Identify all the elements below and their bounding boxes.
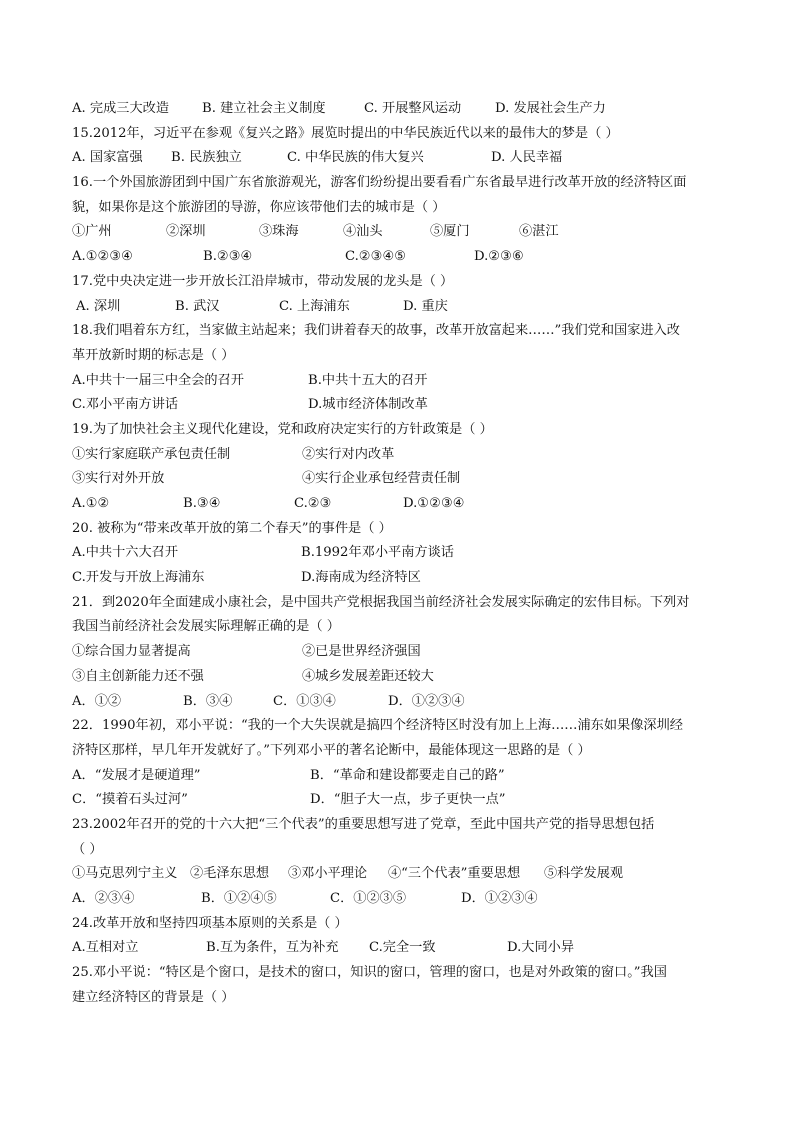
question-text-line: 20. 被称为“带来改革开放的第二个春天”的事件是（ ） bbox=[72, 520, 392, 536]
answer-option: ②已是世界经济强国 bbox=[302, 644, 421, 660]
answer-option: ③邓小平理论 bbox=[288, 866, 368, 882]
answer-option: ④实行企业承包经营责任制 bbox=[302, 471, 461, 487]
question-text-line: 我国当前经济社会发展实际理解正确的是（ ） bbox=[72, 619, 340, 635]
answer-option: B．③④ bbox=[183, 693, 233, 709]
options-row bbox=[72, 788, 732, 813]
answer-option: D. 发展社会生产力 bbox=[495, 101, 606, 116]
answer-option: ②实行对内改革 bbox=[302, 446, 395, 462]
options-row bbox=[72, 146, 732, 171]
question-text-line: 23.2002年召开的党的十六大把“三个代表”的重要思想写进了党章，至此中国共产党的指导思想包括 bbox=[72, 816, 655, 832]
answer-option: ②深圳 bbox=[166, 224, 206, 240]
answer-option: A.①②③④ bbox=[72, 249, 134, 265]
options-row bbox=[72, 393, 732, 418]
options-row bbox=[72, 690, 732, 715]
options-row bbox=[72, 467, 732, 492]
answer-option: D.城市经济体制改革 bbox=[308, 397, 428, 413]
answer-option: A.中共十一届三中全会的召开 bbox=[72, 372, 244, 388]
options-row bbox=[72, 665, 732, 690]
options-row bbox=[72, 936, 732, 961]
answer-option: ①广州 bbox=[72, 224, 112, 240]
answer-option: A.中共十六大召开 bbox=[72, 545, 179, 561]
answer-option: A．①② bbox=[72, 693, 122, 709]
options-row bbox=[72, 97, 732, 122]
question-text-line: 21．到2020年全面建成小康社会，是中国共产党根据我国当前经济社会发展实际确定的宏伟目标。下列对 bbox=[72, 594, 690, 610]
answer-option: B. 武汉 bbox=[175, 298, 220, 314]
answer-option: ④“三个代表”重要思想 bbox=[388, 866, 521, 882]
answer-option: B．①②④⑤ bbox=[201, 891, 277, 906]
answer-option: B. 建立社会主义制度 bbox=[202, 101, 326, 116]
answer-option: B.1992年邓小平南方谈话 bbox=[301, 545, 454, 561]
answer-option: A.①② bbox=[72, 496, 110, 511]
answer-option: B.互为条件，互为补充 bbox=[206, 940, 339, 956]
answer-option: C．①③④ bbox=[273, 693, 336, 709]
answer-option: ⑤厦门 bbox=[430, 224, 470, 240]
answer-option: C．①②③⑤ bbox=[330, 891, 407, 906]
answer-option: ①实行家庭联产承包责任制 bbox=[72, 446, 231, 462]
options-row bbox=[72, 369, 732, 394]
answer-option: C.完全一致 bbox=[369, 940, 436, 956]
answer-option: D．“胆子大一点，步子更快一点” bbox=[310, 792, 506, 808]
question-text-line: （ ） bbox=[72, 841, 103, 857]
question-text-line: 19.为了加快社会主义现代化建设，党和政府决定实行的方针政策是（ ） bbox=[72, 421, 493, 437]
answer-option: C.②③④⑤ bbox=[345, 249, 407, 265]
options-row bbox=[72, 887, 732, 912]
answer-option: ③实行对外开放 bbox=[72, 471, 165, 487]
options-row bbox=[72, 566, 732, 591]
answer-option: D. 重庆 bbox=[403, 298, 448, 314]
answer-option: C. 中华民族的伟大复兴 bbox=[287, 150, 424, 166]
question-text-line: 貌，如果你是这个旅游团的导游，你应该带他们去的城市是（ ） bbox=[72, 199, 446, 215]
question-text-line: 济特区那样，早几年开发就好了。”下列邓小平的著名论断中，最能体现这一思路的是（ ） bbox=[72, 742, 591, 758]
answer-option: A. 国家富强 bbox=[72, 150, 143, 166]
answer-option: D.②③⑥ bbox=[474, 249, 524, 265]
answer-option: D．①②③④ bbox=[461, 891, 538, 906]
options-row bbox=[72, 245, 732, 270]
answer-option: A．②③④ bbox=[72, 891, 135, 906]
answer-option: ⑥湛江 bbox=[519, 224, 559, 240]
answer-option: D.大同小异 bbox=[507, 940, 575, 956]
answer-option: D.海南成为经济特区 bbox=[301, 570, 421, 586]
answer-option: C．“摸着石头过河” bbox=[72, 792, 188, 808]
answer-option: ③自主创新能力还不强 bbox=[72, 668, 204, 684]
answer-option: B.②③④ bbox=[203, 249, 253, 265]
options-row bbox=[72, 443, 732, 468]
answer-option: C. 开展整风运动 bbox=[364, 101, 462, 116]
answer-option: ④城乡发展差距还较大 bbox=[302, 668, 434, 684]
answer-option: B．“革命和建设都要走自己的路” bbox=[310, 767, 505, 783]
answer-option: C. 上海浦东 bbox=[279, 298, 350, 314]
answer-option: ④汕头 bbox=[343, 224, 383, 240]
options-row bbox=[72, 862, 732, 887]
question-text-line: 24.改革开放和坚持四项基本原则的关系是（ ） bbox=[72, 915, 348, 931]
answer-option: C.②③ bbox=[294, 496, 332, 511]
options-row bbox=[72, 764, 732, 789]
answer-option: D.①②③④ bbox=[403, 496, 465, 511]
question-list bbox=[72, 97, 732, 1010]
answer-option: ⑤科学发展观 bbox=[544, 866, 624, 882]
question-text-line: 22．1990年初，邓小平说：“我的一个大失误就是搞四个经济特区时没有加上上海……浦东如果像深圳经 bbox=[72, 718, 683, 734]
question-text-line: 15.2012年，习近平在参观《复兴之路》展览时提出的中华民族近代以来的最伟大的梦是（ ） bbox=[72, 125, 619, 141]
answer-option: B. 民族独立 bbox=[171, 150, 242, 166]
answer-option: D．①②③④ bbox=[388, 693, 465, 709]
question-text-line: 16.一个外国旅游团到中国广东省旅游观光，游客们纷纷提出要看看广东省最早进行改革开放的经济特区面 bbox=[72, 175, 687, 191]
options-row bbox=[72, 640, 732, 665]
answer-option: ①马克思列宁主义 bbox=[72, 866, 178, 882]
answer-option: A．“发展才是硬道理” bbox=[72, 767, 201, 783]
question-text-line: 建立经济特区的背景是（ ） bbox=[72, 989, 235, 1005]
question-text-line: 17.党中央决定进一步开放长江沿岸城市，带动发展的龙头是（ ） bbox=[72, 273, 454, 289]
question-text-line: 革开放新时期的标志是（ ） bbox=[72, 347, 235, 363]
answer-option: ②毛泽东思想 bbox=[190, 866, 270, 882]
answer-option: D. 人民幸福 bbox=[491, 150, 563, 166]
options-row bbox=[72, 492, 732, 517]
answer-option: A. 深圳 bbox=[76, 298, 121, 314]
answer-option: ①综合国力显著提高 bbox=[72, 644, 191, 660]
answer-option: A.互相对立 bbox=[72, 940, 139, 956]
question-text-line: 25.邓小平说：“特区是个窗口，是技术的窗口，知识的窗口，管理的窗口，也是对外政策的窗口。”我国 bbox=[72, 965, 667, 981]
answer-option: B.③④ bbox=[183, 496, 221, 511]
options-row bbox=[72, 541, 732, 566]
answer-option: C.开发与开放上海浦东 bbox=[72, 570, 205, 586]
options-row bbox=[72, 295, 732, 320]
options-row bbox=[72, 220, 732, 245]
answer-option: ③珠海 bbox=[259, 224, 299, 240]
answer-option: C.邓小平南方讲话 bbox=[72, 397, 179, 413]
answer-option: B.中共十五大的召开 bbox=[308, 372, 428, 388]
answer-option: A. 完成三大改造 bbox=[72, 101, 170, 116]
question-text-line: 18.我们唱着东方红，当家做主站起来；我们讲着春天的故事，改革开放富起来……”我们党和国家进入改 bbox=[72, 323, 680, 339]
